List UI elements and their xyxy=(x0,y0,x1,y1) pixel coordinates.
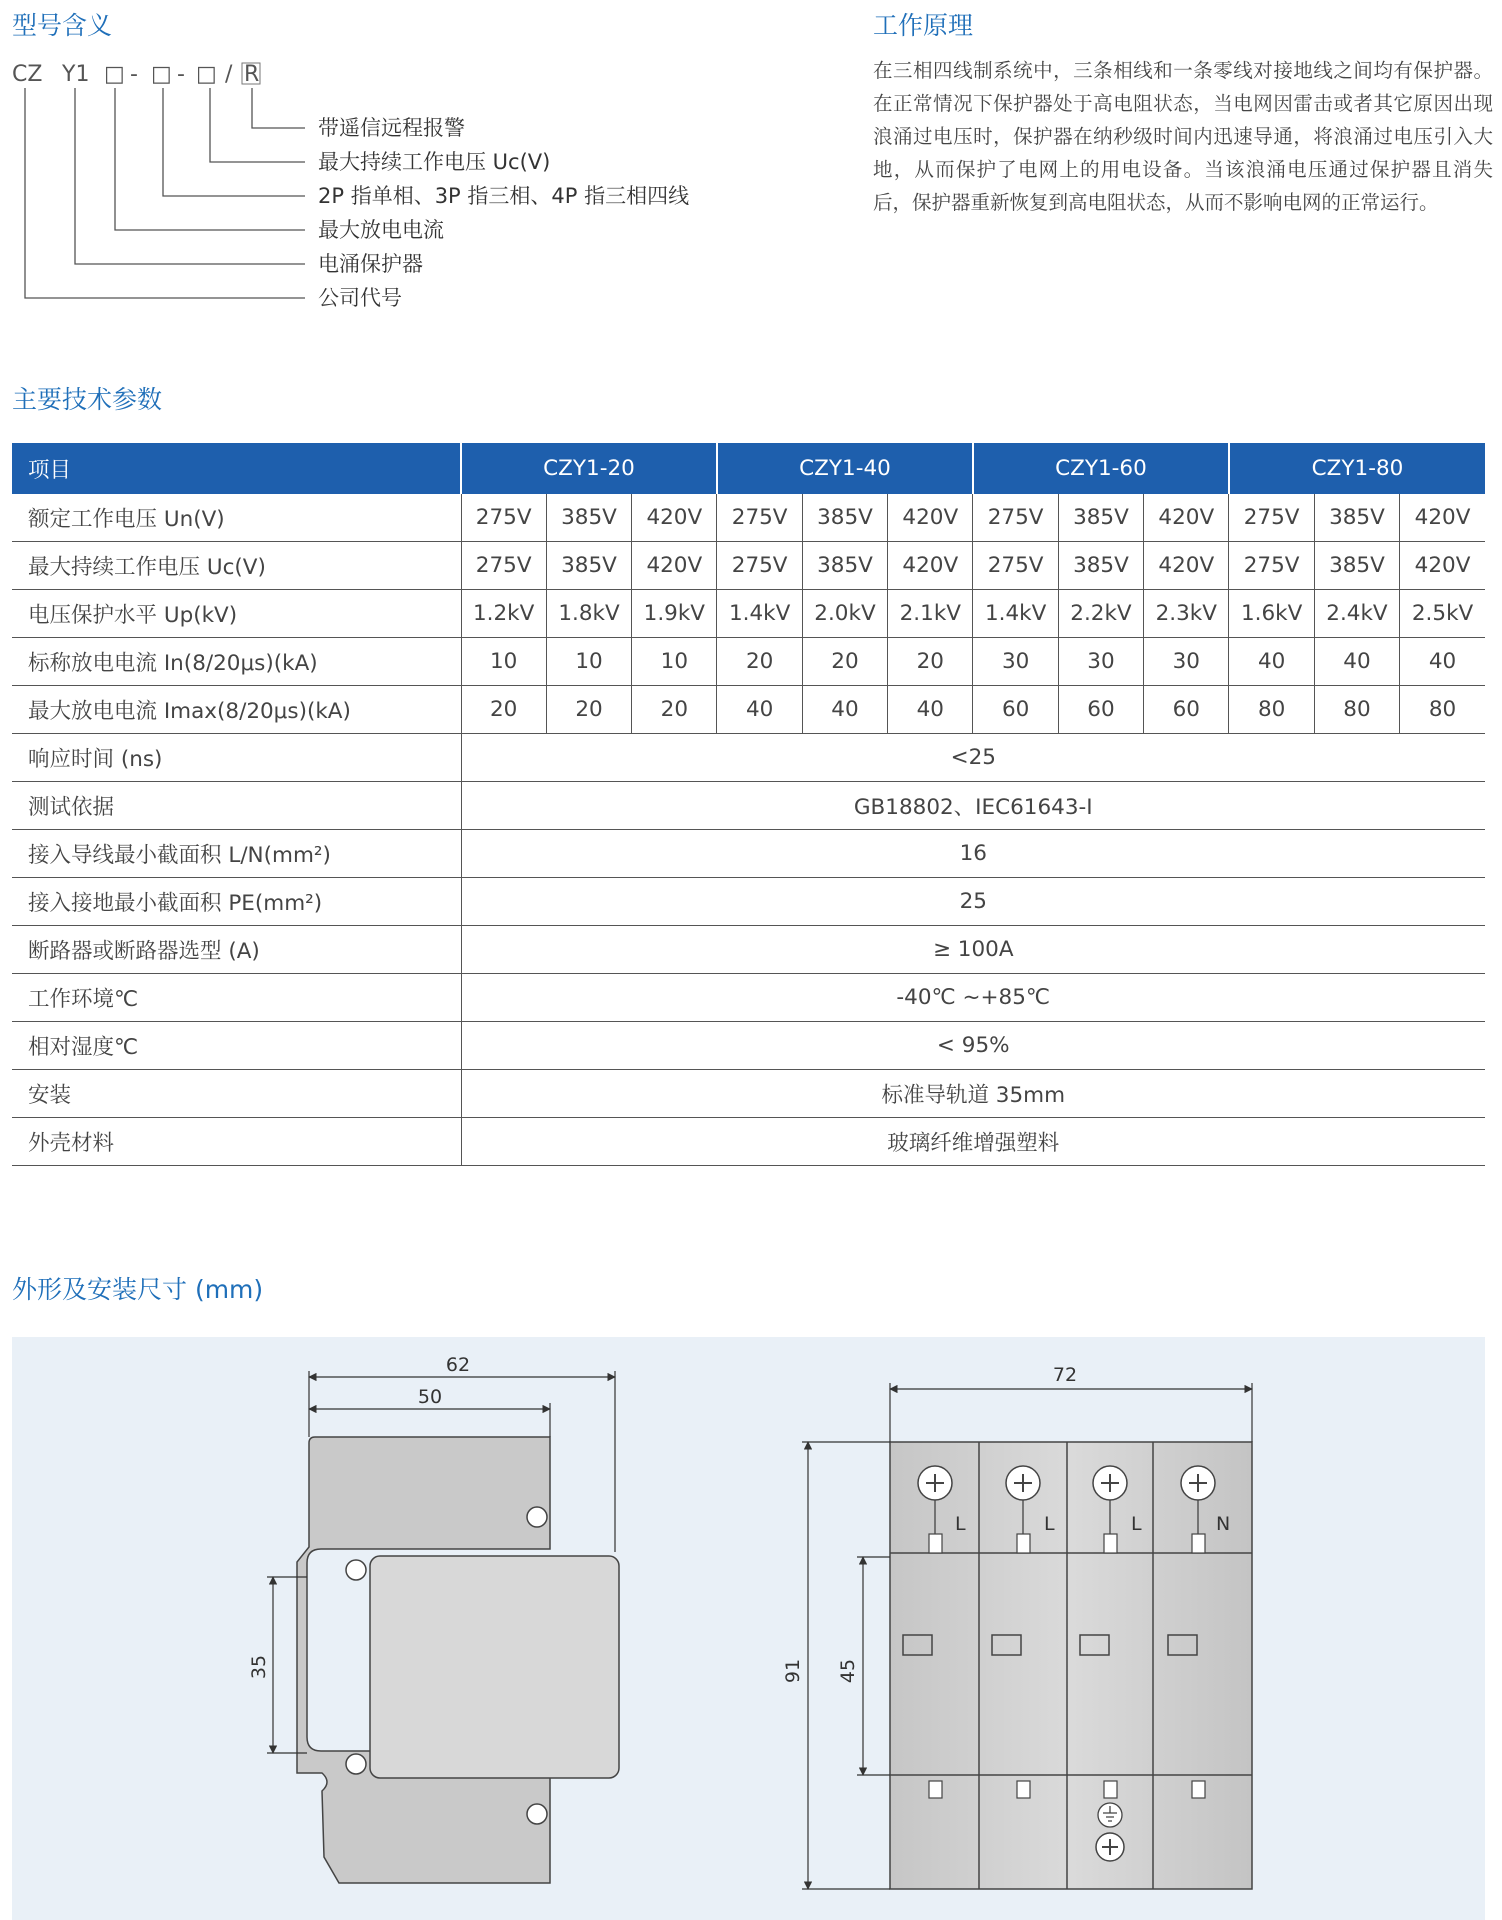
row-label: 额定工作电压 Un(V) xyxy=(12,494,461,542)
header-czy1-80: CZY1-80 xyxy=(1229,443,1485,494)
table-cell: 80 xyxy=(1229,686,1314,734)
spec-table xyxy=(12,443,1485,1166)
table-cell: 80 xyxy=(1314,686,1399,734)
table-row xyxy=(12,590,1485,638)
table-cell: 275V xyxy=(973,542,1058,590)
header-czy1-20: CZY1-20 xyxy=(461,443,717,494)
table-cell: 385V xyxy=(1314,494,1399,542)
terminal-label-2: L xyxy=(1044,1513,1055,1535)
table-cell: 40 xyxy=(888,686,973,734)
table-row xyxy=(12,830,1485,878)
table-cell: 2.0kV xyxy=(802,590,887,638)
code-box-voltage: □ xyxy=(196,62,217,87)
table-row xyxy=(12,1022,1485,1070)
table-cell: 20 xyxy=(632,686,717,734)
table-cell: 275V xyxy=(717,494,802,542)
code-dash-1: - xyxy=(130,62,138,87)
table-cell: 385V xyxy=(546,494,631,542)
table-cell: 420V xyxy=(888,494,973,542)
code-box-current: □ xyxy=(104,62,125,87)
table-row xyxy=(12,734,1485,782)
table-cell: 1.4kV xyxy=(717,590,802,638)
side-dim-35: 35 xyxy=(248,1654,270,1680)
table-row xyxy=(12,878,1485,926)
table-cell: 30 xyxy=(1058,638,1143,686)
side-hole-4 xyxy=(527,1804,547,1824)
table-cell: 275V xyxy=(1229,494,1314,542)
table-cell: 420V xyxy=(888,542,973,590)
table-cell-merged: 标准导轨道 35mm xyxy=(461,1070,1485,1118)
table-cell: 10 xyxy=(632,638,717,686)
table-cell: 420V xyxy=(632,542,717,590)
table-cell: 385V xyxy=(802,542,887,590)
table-cell: 2.1kV xyxy=(888,590,973,638)
dimension-drawings xyxy=(12,1337,1485,1920)
table-cell: 275V xyxy=(973,494,1058,542)
table-row xyxy=(12,494,1485,542)
table-cell-merged: 玻璃纤维增强塑料 xyxy=(461,1118,1485,1166)
table-cell: 40 xyxy=(1400,638,1485,686)
table-cell: 20 xyxy=(717,638,802,686)
table-cell: 60 xyxy=(1058,686,1143,734)
row-label: 响应时间 (ns) xyxy=(12,734,461,782)
spec-table-body xyxy=(12,494,1485,1166)
legend-poles: 2P 指单相、3P 指三相、4P 指三相四线 xyxy=(318,184,690,208)
table-cell: 2.2kV xyxy=(1058,590,1143,638)
table-cell: 420V xyxy=(1144,494,1229,542)
table-cell-merged: 16 xyxy=(461,830,1485,878)
table-cell: 1.2kV xyxy=(461,590,546,638)
table-cell: 275V xyxy=(717,542,802,590)
legend-spd: 电涌保护器 xyxy=(318,252,423,276)
table-cell: 1.6kV xyxy=(1229,590,1314,638)
front-view-drawing xyxy=(782,1364,1252,1889)
front-dim-72: 72 xyxy=(1052,1364,1078,1386)
dimension-drawing-panel xyxy=(12,1337,1485,1920)
row-label: 最大持续工作电压 Uc(V) xyxy=(12,542,461,590)
table-cell: 385V xyxy=(1314,542,1399,590)
side-view-drawing xyxy=(248,1354,619,1883)
table-cell: 385V xyxy=(802,494,887,542)
row-label: 断路器或断路器选型 (A) xyxy=(12,926,461,974)
code-dash-2: - xyxy=(177,62,185,87)
table-cell-merged: <25 xyxy=(461,734,1485,782)
side-hole-2 xyxy=(346,1560,366,1580)
table-cell: 60 xyxy=(1144,686,1229,734)
header-item: 项目 xyxy=(12,443,461,494)
specs-title: 主要技术参数 xyxy=(12,385,163,414)
table-cell: 275V xyxy=(461,542,546,590)
row-label: 最大放电电流 Imax(8/20μs)(kA) xyxy=(12,686,461,734)
code-company: CZ xyxy=(12,62,43,87)
table-cell: 420V xyxy=(632,494,717,542)
table-cell: 2.5kV xyxy=(1400,590,1485,638)
table-cell: 275V xyxy=(1229,542,1314,590)
table-cell: 2.3kV xyxy=(1144,590,1229,638)
legend-lines xyxy=(25,88,305,298)
table-cell: 420V xyxy=(1144,542,1229,590)
table-cell-merged: -40℃ ~+85℃ xyxy=(461,974,1485,1022)
table-row xyxy=(12,686,1485,734)
table-cell-merged: GB18802、IEC61643-I xyxy=(461,782,1485,830)
table-cell: 60 xyxy=(973,686,1058,734)
table-cell-merged: 25 xyxy=(461,878,1485,926)
code-slash: / xyxy=(225,62,233,87)
model-code-diagram xyxy=(0,50,760,320)
row-label: 工作环境℃ xyxy=(12,974,461,1022)
table-cell: 20 xyxy=(802,638,887,686)
table-cell-merged: ≥ 100A xyxy=(461,926,1485,974)
terminal-label-1: L xyxy=(955,1513,966,1535)
row-label: 接入导线最小截面积 L/N(mm²) xyxy=(12,830,461,878)
code-box-poles: □ xyxy=(151,62,172,87)
terminal-label-4: N xyxy=(1216,1513,1231,1535)
table-cell: 40 xyxy=(802,686,887,734)
principle-paragraph: 在三相四线制系统中，三条相线和一条零线对接地线之间均有保护器。在正常情况下保护器处于高电阻状态，当电网因雷击或者其它原因出现浪涌过电压时，保护器在纳秒级时间内迅速导通，将浪涌过电压引入大地，从而保护了电网上的用电设备。当该浪涌电压通过保护器且消失后，保护器重新恢复到高电阻状态，从而不影响电网的正常运行。 xyxy=(873,59,1493,214)
table-cell: 385V xyxy=(546,542,631,590)
table-cell: 385V xyxy=(1058,494,1143,542)
front-dim-45: 45 xyxy=(837,1658,859,1684)
legend-remote-alarm: 带遥信远程报警 xyxy=(318,116,465,140)
header-czy1-60: CZY1-60 xyxy=(973,443,1229,494)
table-cell: 10 xyxy=(546,638,631,686)
table-row xyxy=(12,974,1485,1022)
dimensions-title: 外形及安装尺寸 (mm) xyxy=(12,1275,264,1304)
table-cell: 30 xyxy=(973,638,1058,686)
table-cell: 20 xyxy=(888,638,973,686)
table-cell: 2.4kV xyxy=(1314,590,1399,638)
table-row xyxy=(12,1070,1485,1118)
header-czy1-40: CZY1-40 xyxy=(717,443,973,494)
table-cell: 10 xyxy=(461,638,546,686)
table-cell: 40 xyxy=(717,686,802,734)
row-label: 相对湿度℃ xyxy=(12,1022,461,1070)
row-label: 外壳材料 xyxy=(12,1118,461,1166)
terminal-label-3: L xyxy=(1131,1513,1142,1535)
table-cell: 1.8kV xyxy=(546,590,631,638)
table-cell: 80 xyxy=(1400,686,1485,734)
table-row xyxy=(12,1118,1485,1166)
code-series: Y1 xyxy=(62,62,90,87)
table-header-row xyxy=(12,443,1485,494)
table-cell: 420V xyxy=(1400,494,1485,542)
side-front-cover xyxy=(370,1556,619,1778)
side-dim-50: 50 xyxy=(417,1386,443,1408)
principle-title: 工作原理 xyxy=(873,11,974,40)
row-label: 电压保护水平 Up(kV) xyxy=(12,590,461,638)
side-hole-3 xyxy=(346,1754,366,1774)
legend-max-current: 最大放电电流 xyxy=(318,218,444,242)
table-row xyxy=(12,926,1485,974)
table-cell: 385V xyxy=(1058,542,1143,590)
legend-company-code: 公司代号 xyxy=(318,286,402,310)
table-cell: 40 xyxy=(1314,638,1399,686)
table-cell: 275V xyxy=(461,494,546,542)
table-cell: 1.9kV xyxy=(632,590,717,638)
row-label: 测试依据 xyxy=(12,782,461,830)
row-label: 标称放电电流 In(8/20μs)(kA) xyxy=(12,638,461,686)
code-r: R xyxy=(244,62,260,87)
table-cell: 40 xyxy=(1229,638,1314,686)
table-cell: 1.4kV xyxy=(973,590,1058,638)
model-meaning-title: 型号含义 xyxy=(12,11,113,40)
table-cell-merged: < 95% xyxy=(461,1022,1485,1070)
row-label: 接入接地最小截面积 PE(mm²) xyxy=(12,878,461,926)
front-dim-91: 91 xyxy=(782,1658,804,1684)
row-label: 安装 xyxy=(12,1070,461,1118)
table-cell: 20 xyxy=(546,686,631,734)
side-dim-62: 62 xyxy=(445,1354,471,1376)
table-row xyxy=(12,542,1485,590)
side-hole-1 xyxy=(527,1507,547,1527)
legend-max-voltage: 最大持续工作电压 Uc(V) xyxy=(318,150,551,174)
table-cell: 30 xyxy=(1144,638,1229,686)
table-row xyxy=(12,782,1485,830)
table-cell: 20 xyxy=(461,686,546,734)
table-cell: 420V xyxy=(1400,542,1485,590)
table-row xyxy=(12,638,1485,686)
